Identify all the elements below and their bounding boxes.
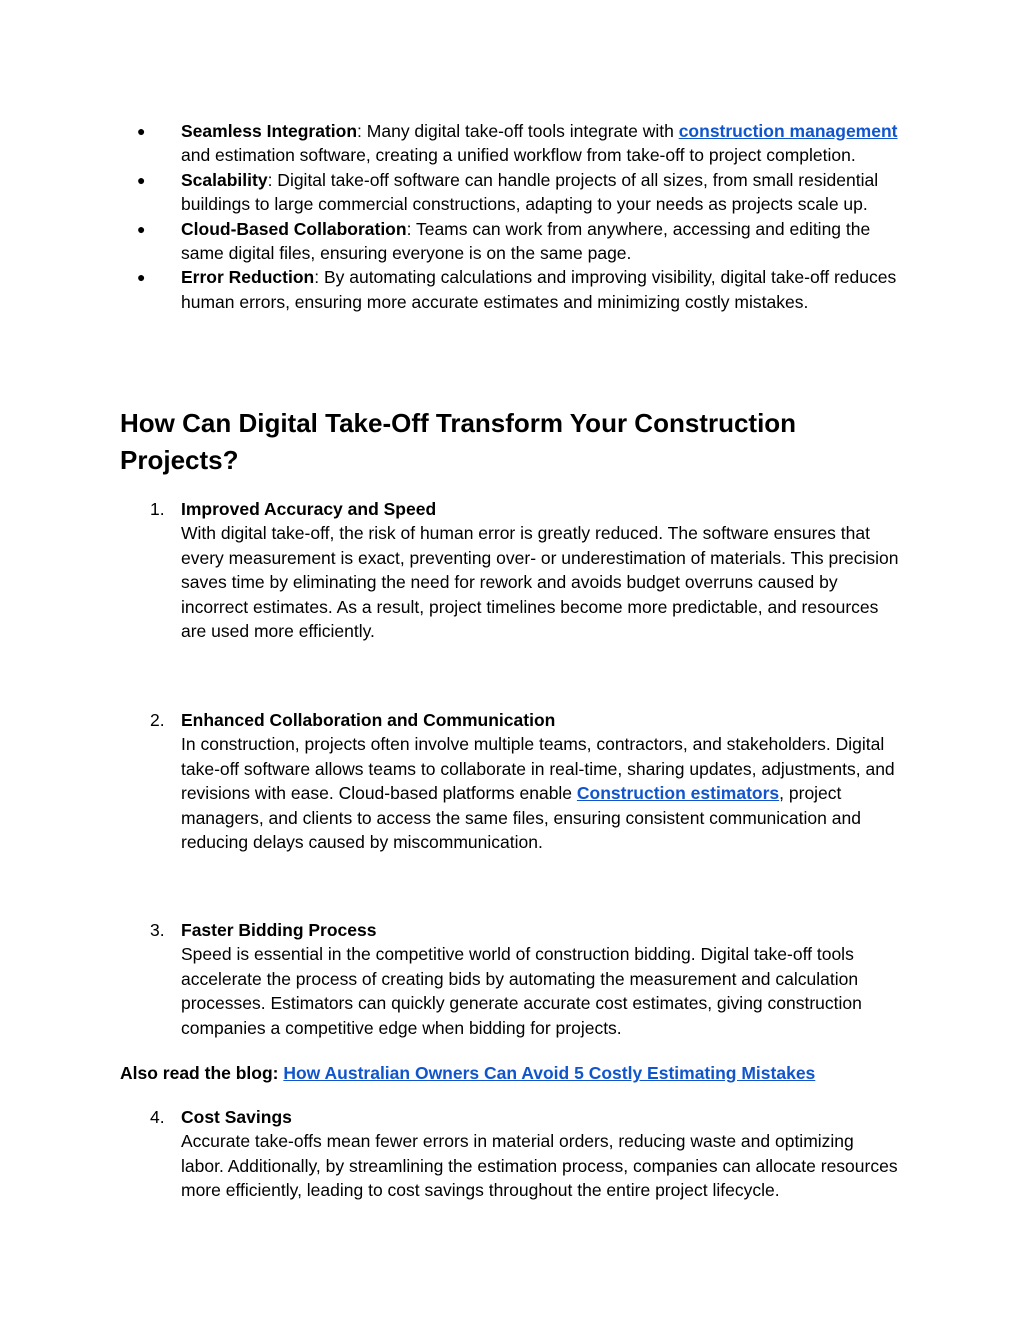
item-text: Accurate take-offs mean fewer errors in material orders, reducing waste and optimizing labor. Additionally, by streamlining the estimation process, companies can allocate resources more efficiently, leading to cost savings throughout the entire project lifecycle.: [181, 1131, 898, 1201]
bullet-text: : Many digital take-off tools integrate with: [357, 121, 679, 141]
also-read-line: [120, 1061, 920, 1085]
construction-management-link[interactable]: construction management: [678, 121, 898, 141]
item-number: 3.: [150, 920, 165, 940]
bullet-title: Cloud-Based Collaboration: [181, 218, 407, 239]
numbered-item-accuracy: [150, 497, 901, 643]
bullet-text: : By automating calculations and improving visibility, digital take-off reduces human errors, ensuring more accurate estimates and minimizing costly mistakes.: [181, 267, 897, 312]
item-number: 4.: [150, 1107, 165, 1127]
bullet-title: Seamless Integration: [181, 121, 358, 141]
bullet-title: Error Reduction: [181, 267, 315, 288]
item-text-part: In construction, projects often involve multiple teams, contractors, and stakeholders. Digital take-off software allows teams to collaborate in real-time, sharing updates, adjustments, and revisions with ease. Cloud-based platforms enable: [181, 734, 895, 804]
construction-estimators-link[interactable]: Construction estimators: [576, 783, 780, 804]
item-number: 1.: [150, 499, 165, 519]
bullet-text: : Teams can work from anywhere, accessing and editing the same digital files, ensuring everyone is on the same page.: [181, 218, 871, 264]
item-text-part: , project managers, and clients to access the same files, ensuring consistent communication and reducing delays caused by miscommunication.: [181, 783, 861, 853]
numbered-item-collaboration: [150, 708, 901, 854]
benefits-bullet-list: [0, 119, 1024, 314]
bullet-error-reduction: [137, 265, 901, 314]
bullet-icon: ●: [137, 220, 146, 237]
bullet-text: : Digital take-off software can handle projects of all sizes, from small residential buildings to large commercial constructions, adapting to your needs as projects scale up.: [181, 169, 879, 215]
bullet-scalability: [137, 168, 901, 217]
bullet-icon: ●: [137, 123, 146, 139]
item-title: Cost Savings: [181, 1107, 292, 1127]
item-title: Faster Bidding Process: [181, 920, 377, 940]
item-text: Speed is essential in the competitive world of construction bidding. Digital take-off tools accelerate the process of creating bids by automating the measurement and calculation processes. Estimators can quickly generate accurate cost estimates, giving construction companies a competitive edge when bidding for projects.: [181, 944, 862, 1038]
item-title: Enhanced Collaboration and Communication: [181, 710, 556, 730]
also-read-blog-link[interactable]: How Australian Owners Can Avoid 5 Costly Estimating Mistakes: [283, 1063, 816, 1083]
bullet-text: and estimation software, creating a unified workflow from take-off to project completion.: [181, 145, 856, 166]
item-title: Improved Accuracy and Speed: [181, 499, 437, 519]
bullet-seamless-integration: [137, 119, 901, 168]
bullet-icon: ●: [137, 269, 146, 286]
item-number: 2.: [150, 710, 165, 730]
also-read-label: Also read the blog:: [120, 1063, 284, 1083]
numbered-item-cost-savings: [150, 1105, 901, 1203]
bullet-cloud-collaboration: [137, 217, 901, 266]
numbered-item-bidding: [150, 918, 901, 1040]
bullet-title: Scalability: [181, 169, 268, 190]
item-text: With digital take-off, the risk of human error is greatly reduced. The software ensures that every measurement is exact, preventing over- or underestimation of materials. This precision saves time by eliminating the need for rework and avoids budget overruns caused by incorrect estimates. As a result, project timelines become more predictable, and resources are used more efficiently.: [181, 523, 899, 642]
bullet-icon: ●: [137, 171, 146, 188]
item-text: [181, 732, 901, 854]
section-heading: How Can Digital Take-Off Transform Your Construction Projects?: [120, 408, 797, 475]
